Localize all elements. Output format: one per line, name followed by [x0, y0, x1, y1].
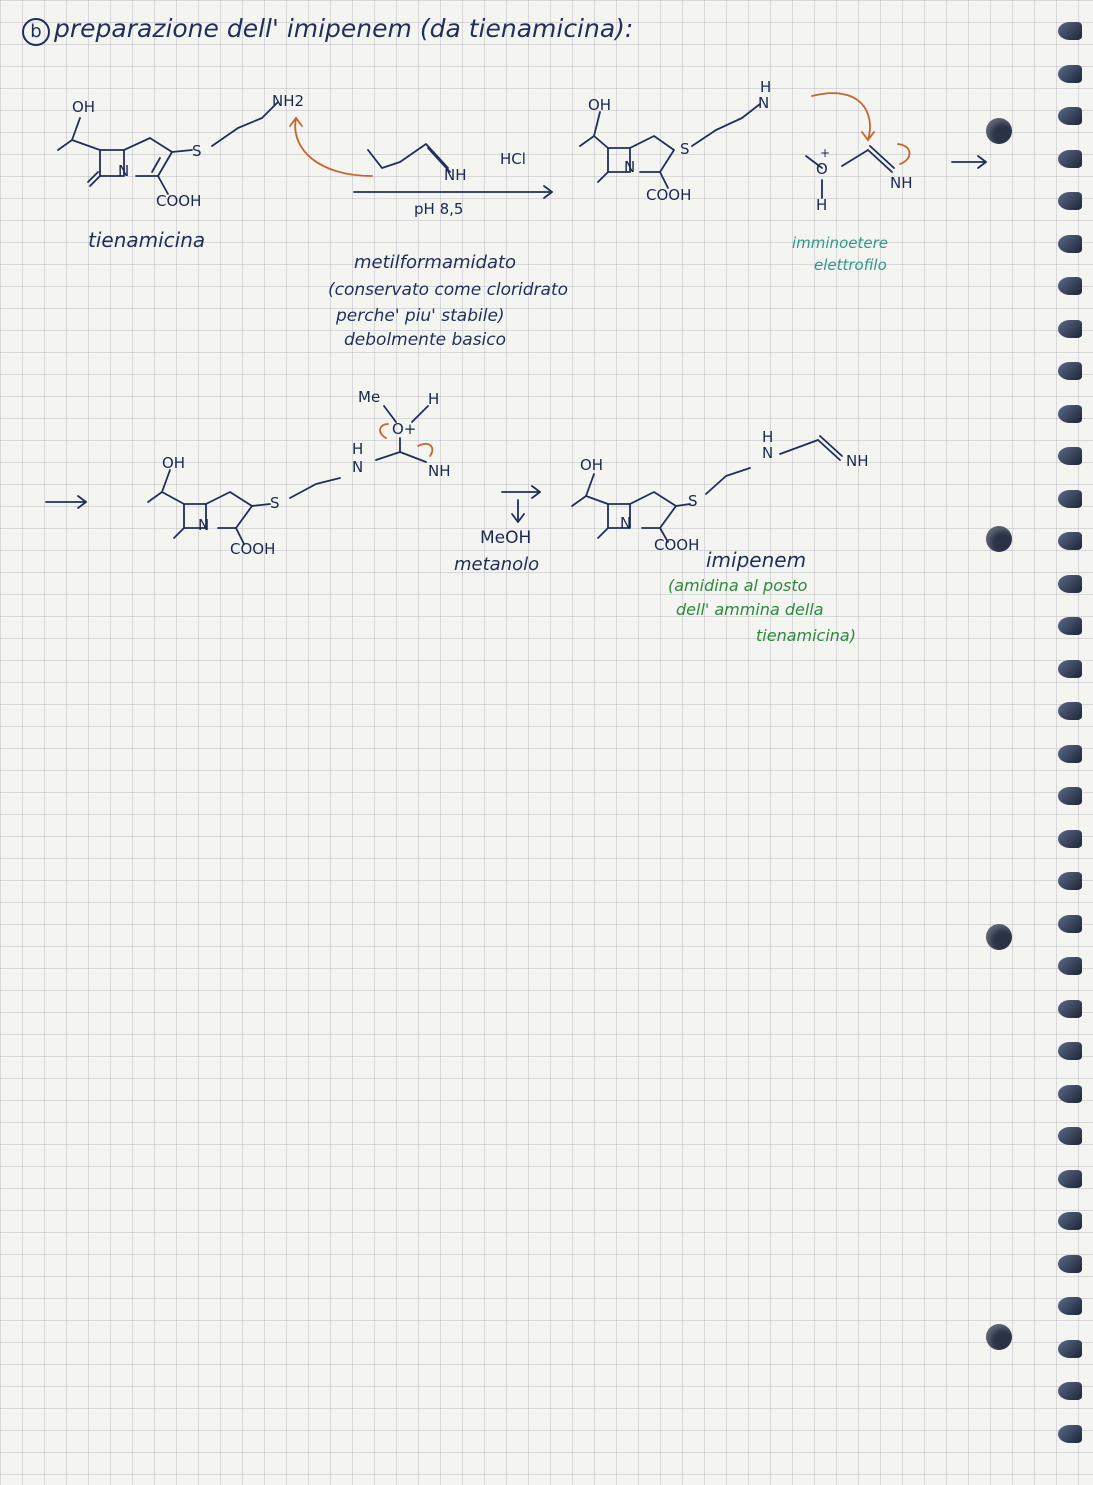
methanol-elimination-arrows [502, 486, 540, 522]
tet-h-label: H [428, 390, 440, 408]
imi-n-label: N [620, 514, 632, 532]
binder-hole [986, 1324, 1012, 1350]
int1-o-label: O [816, 160, 828, 178]
int1-s-label: S [680, 140, 690, 158]
spiral-coil [1058, 150, 1082, 168]
int1-oh-label: OH [588, 96, 612, 114]
int1-h-top-label: H [760, 78, 772, 96]
int1-n-top-label: N [758, 94, 770, 112]
spiral-coil [1058, 22, 1082, 40]
tet-n-label: N [198, 516, 210, 534]
methanol-formula: MeOH [480, 528, 532, 548]
spiral-coil [1058, 1382, 1082, 1400]
spiral-coil [1058, 872, 1082, 890]
intermediate-1-structure [580, 104, 986, 198]
spiral-coil [1058, 1000, 1082, 1018]
imi-n-label-amidine: N [762, 444, 774, 462]
section-label: b [22, 18, 50, 46]
tien-nh2-label: NH2 [272, 92, 305, 110]
spiral-coil [1058, 362, 1082, 380]
spiral-coil [1058, 1085, 1082, 1103]
methanol-name: metanolo [454, 554, 540, 575]
tetrahedral-intermediate-structure [148, 406, 428, 544]
spiral-coil [1058, 957, 1082, 975]
spiral-coil [1058, 830, 1082, 848]
imi-s-label: S [688, 492, 698, 510]
reagent-name: metilformamidato [354, 252, 517, 273]
tet-oplus-label: O+ [392, 420, 417, 438]
imminoetere-note-2: elettrofilo [814, 256, 887, 274]
binder-hole [986, 924, 1012, 950]
tienamicina-name: tienamicina [88, 228, 206, 252]
spiral-coil [1058, 1212, 1082, 1230]
int1-n-label: N [624, 158, 636, 176]
spiral-coil [1058, 575, 1082, 593]
spiral-coil [1058, 1255, 1082, 1273]
imi-oh-label: OH [580, 456, 604, 474]
spiral-coil [1058, 235, 1082, 253]
spiral-coil [1058, 702, 1082, 720]
imipenem-name: imipenem [706, 548, 807, 572]
spiral-coil [1058, 1042, 1082, 1060]
reagent-note-1: (conservato come cloridrato [328, 280, 569, 300]
tet-cooh-label: COOH [230, 540, 276, 558]
int1-cooh-label: COOH [646, 186, 692, 204]
tet-oh-label: OH [162, 454, 186, 472]
imi-h-label: H [762, 428, 774, 446]
imi-cooh-label: COOH [654, 536, 700, 554]
tien-oh-label: OH [72, 98, 96, 116]
imipenem-note-1: (amidina al posto [668, 576, 808, 595]
tet-s-label: S [270, 494, 280, 512]
spiral-coil [1058, 915, 1082, 933]
imminoetere-note-1: imminoetere [792, 234, 888, 252]
spiral-coil [1058, 1297, 1082, 1315]
spiral-coil [1058, 277, 1082, 295]
spiral-coil [1058, 1425, 1082, 1443]
spiral-coil [1058, 447, 1082, 465]
tet-nh-label: NH [428, 462, 451, 480]
int1-oplus-label: + [820, 146, 831, 160]
tien-cooh-label: COOH [156, 192, 202, 210]
tet-hn-h-label: H [352, 440, 364, 458]
reaction-conditions: pH 8,5 [414, 200, 464, 218]
spiral-coil [1058, 660, 1082, 678]
int1-nh-label: NH [890, 174, 913, 192]
tet-me-label: Me [358, 388, 381, 406]
binder-hole [986, 118, 1012, 144]
reagent-note-3: debolmente basico [344, 330, 507, 350]
spiral-coil [1058, 532, 1082, 550]
spiral-coil [1058, 617, 1082, 635]
spiral-coil [1058, 787, 1082, 805]
spiral-coil [1058, 1127, 1082, 1145]
reagent-nh-label: NH [444, 166, 467, 184]
spiral-coil [1058, 745, 1082, 763]
reagent-hcl-label: HCl [500, 150, 526, 168]
spiral-coil [1058, 192, 1082, 210]
tien-n-label: N [118, 162, 130, 180]
binder-hole [986, 526, 1012, 552]
tien-s-label: S [192, 142, 202, 160]
spiral-coil [1058, 320, 1082, 338]
spiral-coil [1058, 65, 1082, 83]
reagent-note-2: perche' piu' stabile) [336, 306, 505, 326]
spiral-coil [1058, 490, 1082, 508]
title-text: preparazione dell' imipenem (da tienamicina): [54, 14, 634, 43]
spiral-coil [1058, 107, 1082, 125]
spiral-coil [1058, 1340, 1082, 1358]
mechanism-arrows [290, 93, 910, 456]
imi-nh-label: NH [846, 452, 869, 470]
spiral-coil [1058, 1170, 1082, 1188]
spiral-coil [1058, 405, 1082, 423]
int1-h-bottom-label: H [816, 196, 828, 214]
imipenem-note-2: dell' ammina della [676, 600, 824, 619]
imipenem-note-3: tienamicina) [756, 626, 856, 645]
imipenem-structure [572, 436, 842, 542]
tet-n-amine-label: N [352, 458, 364, 476]
